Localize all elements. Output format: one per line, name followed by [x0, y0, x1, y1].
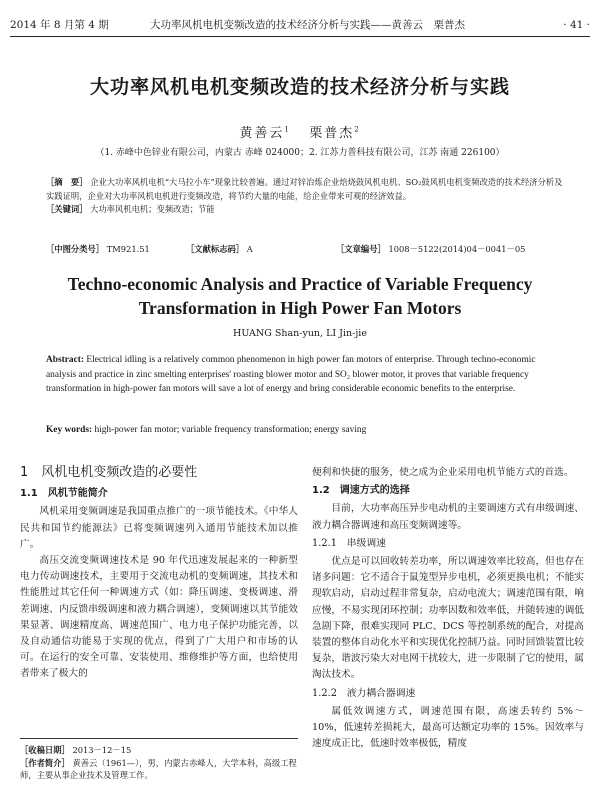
running-title: 大功率风机电机变频改造的技术经济分析与实践——黄善云 栗普杰 [150, 19, 465, 31]
abstract-cn-label: ［摘 要］ [46, 177, 88, 187]
affiliations-cn: （1. 赤峰中色锌业有限公司，内蒙古 赤峰 024000；2. 江苏力普科技有限公司，江苏 南通 226100） [95, 148, 505, 158]
abstract-en [46, 353, 568, 397]
keywords-cn-text: 大功率风机电机；变频改造；节能 [90, 204, 215, 214]
keywords-cn [46, 203, 566, 217]
abstract-cn [46, 176, 566, 217]
abstract-cn-para [46, 176, 566, 203]
article-number: ［文章编号］ 1008－5122(2014)04－0041－05 [336, 244, 526, 254]
paper-title-en [0, 272, 600, 320]
abstract-en-label: Abstract: [46, 355, 85, 365]
doc-code: ［文献标志码］ A [186, 244, 253, 254]
issue-info: 2014 年 8 月第 4 期 [10, 19, 109, 31]
footnote [20, 738, 298, 782]
received-date: ［收稿日期］ 2013－12－15 [20, 745, 132, 755]
authors-en: HUANG Shan-yun, LI Jin-jie [233, 328, 367, 339]
author-2-affil: 2 [354, 125, 361, 134]
continued-para: 便利和快捷的服务，使之成为企业采用电机节能方式的首选。 [312, 467, 574, 478]
clc-code: ［中图分类号］ TM921.51 [46, 244, 150, 254]
keywords-en [46, 425, 568, 435]
author-1-affil: 1 [284, 125, 291, 134]
paper-title-en-line2: Transformation in High Power Fan Motors [138, 298, 462, 318]
keywords-en-label: Key words: [46, 425, 93, 435]
body-column-right [312, 465, 584, 752]
section-1-1-para-1: 风机采用变频调速是我国重点推广的一项节能技术。《中华人民共和国节约能源法》已将变频调速列入通用节能技术加以推广。 [20, 506, 298, 550]
section-1-2-2-title: 1.2.2 液力耦合器调速 [312, 687, 416, 699]
section-1-1-title: 1.1 风机节能简介 [20, 488, 108, 500]
section-1-title: 1 风机电机变频改造的必要性 [20, 465, 198, 480]
author-2: 栗普杰 [309, 126, 355, 141]
author-1: 黄善云 [239, 126, 285, 141]
author-bio: ［作者简介］ 黄善云（1961—），男，内蒙古赤峰人，大学本科，高级工程师，主要从事企业技术及管理工作。 [20, 757, 297, 780]
keywords-en-text: high-power fan motor; variable frequency transformation; energy saving [94, 425, 367, 435]
section-1-2-1-title: 1.2.1 串级调速 [312, 537, 386, 549]
authors-cn [0, 122, 600, 141]
section-1-1-para-2: 高压交流变频调速技术是 90 年代迅速发展起来的一种新型电力传动调速技术，主要用于交流电动机的变频调速，其技术和性能胜过其它任何一种调速方式（如：降压调速、变极调速、滑差调速、内反馈串级调速和液力耦合调速），变频调速以其节能效果显著、调速精度高、调速范围广、电力电子保护功能完善，以及自动通信功能易于实现的优点，得到了广大用户和市场的认可。在运行的安全可靠、安装使用、维修维护等方面，也给使用者带来了极大的 [20, 555, 298, 680]
paper-title-en-line1: Techno-economic Analysis and Practice of Variable Frequency [67, 274, 533, 294]
section-1-2-2-para-1: 属低效调速方式，调速范围有限，高速丢转约 5%～10%，低速转差损耗大，最高可达额定功率的 15%。因效率与速度成正比，低速时效率极低，精度 [312, 705, 584, 750]
body-column-left [20, 465, 298, 683]
section-1-2-para-1: 目前，大功率高压异步电动机的主要调速方式有串级调速、液力耦合器调速和高压变频调速等。 [312, 503, 584, 531]
paper-title-cn: 大功率风机电机变频改造的技术经济分析与实践 [89, 76, 510, 98]
page-number: · 41 · [563, 19, 590, 31]
abstract-en-text: Electrical idling is a relatively common phenomenon in high power fan motors of enterprise. Through techno-economic analysis and practice in zinc smelting enterprises' roasting blower motor and SO₂ blower motor, it proves that variable frequency transformation in high-power fan motors will save a lot of energy and bring considerable economic benefits to the enterprise. [46, 355, 536, 394]
keywords-cn-label: ［关键词］ [46, 204, 88, 214]
running-header [10, 14, 590, 37]
section-1-2-1-para-1: 优点是可以回收转差功率，所以调速效率比较高，但也存在诸多问题：它不适合于鼠笼型异步电机，必须更换电机；不能实现软启动，启动过程非常复杂，启动电流大；调速范围有限，响应慢，不易实现闭环控制；功率因数和效率低，并随转速的调低急剧下降，很难实现同 PLC、DCS 等控制系统的配合，对提高装置的整体自动化水平和实现优化控制乃益。同时回馈装置比较复杂，谐波污染大对电网干扰较大，进一步限制了它的使用，属淘汰技术。 [312, 556, 584, 681]
section-1-2-title: 1.2 调速方式的选择 [312, 485, 410, 497]
abstract-cn-text: 企业大功率风机电机“大马拉小车”现象比较普遍。通过对锌冶炼企业焙烧鼓风机电机、SO₂鼓风机电机变频改造的技术经济分析及实践证明，企业对大功率风机电机进行变频改造，将节约大量的电能，给企业带来可观的经济效益。 [46, 177, 563, 201]
